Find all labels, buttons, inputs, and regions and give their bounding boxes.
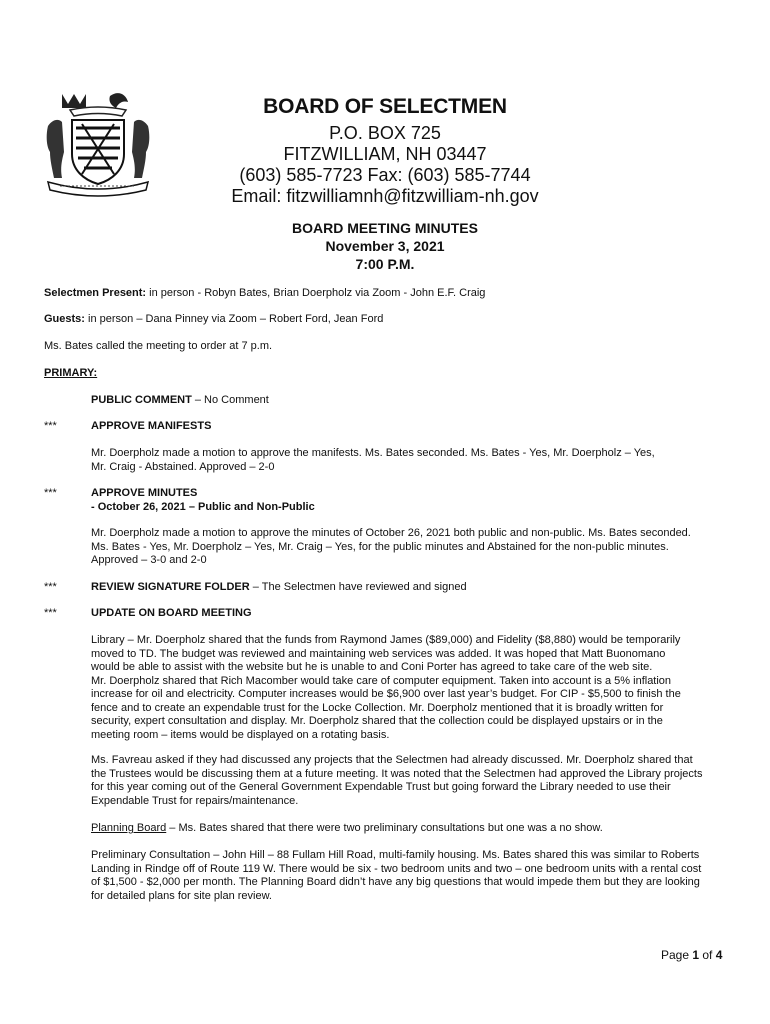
page-number	[661, 948, 722, 962]
minutes-body	[91, 527, 731, 568]
update-title: UPDATE ON BOARD MEETING	[91, 607, 252, 619]
item-marker: ***	[44, 581, 57, 593]
text-line: would be able to assist with the website but he is unable to and Coni Porter has agreed to take care of the web site.	[91, 661, 653, 673]
minutes-title	[91, 487, 731, 514]
item-marker: ***	[44, 607, 57, 619]
library-paragraph	[91, 634, 731, 742]
item-marker: ***	[44, 420, 57, 432]
text-line: Mr. Doerpholz made a motion to approve the manifests. Ms. Bates seconded. Ms. Bates - Yes, Mr. Doerpholz – Yes,	[91, 447, 655, 459]
text-line: Preliminary Consultation – John Hill – 88 Fullam Hill Road, multi-family housing. Ms. Bates shared this was similar to Roberts	[91, 849, 700, 861]
text-line: Ms. Bates - Yes, Mr. Doerpholz – Yes, Mr. Craig – Yes, for the public minutes and Abstained for the non-public minutes.	[91, 540, 669, 553]
text-line: Expendable Trust for repairs/maintenance.	[91, 794, 299, 807]
city-address: FITZWILLIAM, NH 03447	[283, 144, 487, 164]
town-seal-icon	[40, 86, 156, 202]
page-word: Page	[661, 948, 693, 962]
text-line: security, expert consultation and display. Mr. Doerpholz shared that the collection could be displayed upstairs or in the	[91, 715, 663, 727]
guests	[44, 313, 383, 327]
public-comment-text: – No Comment	[191, 394, 269, 406]
selectmen-label: Selectmen Present:	[44, 287, 147, 299]
text-line: Landing in Rindge off of Route 119 W. There would be six - two bedroom units and two – one bedroom units with a rental cost	[91, 862, 702, 875]
minutes-title-text: APPROVE MINUTES	[91, 487, 198, 499]
planning-board-label: Planning Board	[91, 822, 167, 834]
page-current: 1	[692, 948, 700, 962]
meeting-date: November 3, 2021	[325, 238, 445, 254]
signature-text: – The Selectmen have reviewed and signed	[249, 581, 467, 593]
manifests-body	[91, 447, 731, 474]
favreau-paragraph	[91, 754, 731, 808]
text-line: the Trustees would be discussing them at a future meeting. It was noted that the Selectmen had approved the Library projects	[91, 767, 703, 780]
text-line: Approved – 3-0 and 2-0	[91, 554, 207, 566]
page-total: 4	[715, 948, 723, 962]
guests-label: Guests:	[44, 313, 85, 325]
minutes-subtitle: - October 26, 2021 – Public and Non-Public	[91, 500, 315, 513]
public-comment-label: PUBLIC COMMENT	[91, 394, 192, 406]
phone-fax: (603) 585-7723 Fax: (603) 585-7744	[239, 165, 531, 185]
meeting-time: 7:00 P.M.	[355, 256, 415, 272]
text-line: increase for oil and electricity. Computer increases would be $6,900 over last year’s budget. For CIP - $5,500 to finish the	[91, 688, 681, 700]
selectmen-text: in person - Robyn Bates, Brian Doerpholz via Zoom - John E.F. Craig	[146, 287, 486, 299]
text-line: Mr. Craig - Abstained. Approved – 2-0	[91, 460, 275, 473]
selectmen-present	[44, 287, 485, 301]
planning-board-text: – Ms. Bates shared that there were two preliminary consultations but one was a no show.	[166, 822, 603, 834]
guests-text: in person – Dana Pinney via Zoom – Robert Ford, Jean Ford	[84, 313, 384, 325]
meeting-heading: BOARD MEETING MINUTES	[292, 220, 478, 236]
po-box: P.O. BOX 725	[329, 123, 441, 143]
text-line: Ms. Favreau asked if they had discussed any projects that the Selectmen had already discussed. Mr. Doerpholz shared that	[91, 754, 693, 766]
of-word: of	[699, 948, 716, 962]
preliminary-paragraph	[91, 849, 731, 903]
signature-label: REVIEW SIGNATURE FOLDER	[91, 581, 250, 593]
public-comment	[91, 394, 731, 408]
planning-board-paragraph	[91, 822, 731, 836]
signature-folder	[91, 581, 731, 595]
text-line: fence and to create an expendable trust for the Locke Collection. Mr. Doerpholz mentioned that it is broadly written for	[91, 701, 664, 714]
board-title: BOARD OF SELECTMEN	[263, 95, 507, 118]
text-line: for this year coming out of the General Government Expendable Trust but going forward the Library needed to use their	[91, 781, 671, 793]
text-line: of $1,500 - $2,000 per month. The Planning Board didn’t have any big questions that would impede them but they are looking	[91, 876, 700, 888]
text-line: for detailed plans for site plan review.	[91, 889, 272, 902]
manifests-title: APPROVE MANIFESTS	[91, 420, 212, 432]
meeting-heading-block	[240, 219, 530, 273]
call-to-order: Ms. Bates called the meeting to order at 7 p.m.	[44, 340, 273, 352]
text-line: meeting room – items would be displayed on a rotating basis.	[91, 728, 390, 741]
text-line: moved to TD. The budget was reviewed and maintaining web services was added. It was hoped that Matt Buonomano	[91, 647, 666, 660]
item-marker: ***	[44, 487, 57, 499]
email-line: Email: fitzwilliamnh@fitzwilliam-nh.gov	[231, 186, 539, 206]
text-line: Mr. Doerpholz made a motion to approve the minutes of October 26, 2021 both public and non-public. Ms. Bates seconded.	[91, 527, 691, 539]
primary-heading: PRIMARY:	[44, 367, 98, 379]
letterhead	[230, 95, 540, 207]
text-line: Library – Mr. Doerpholz shared that the funds from Raymond James ($89,000) and Fidelity ($8,880) would be temporarily	[91, 634, 681, 646]
text-line: Mr. Doerpholz shared that Rich Macomber would take care of computer equipment. Taken into account is a 5% inflation	[91, 674, 672, 687]
